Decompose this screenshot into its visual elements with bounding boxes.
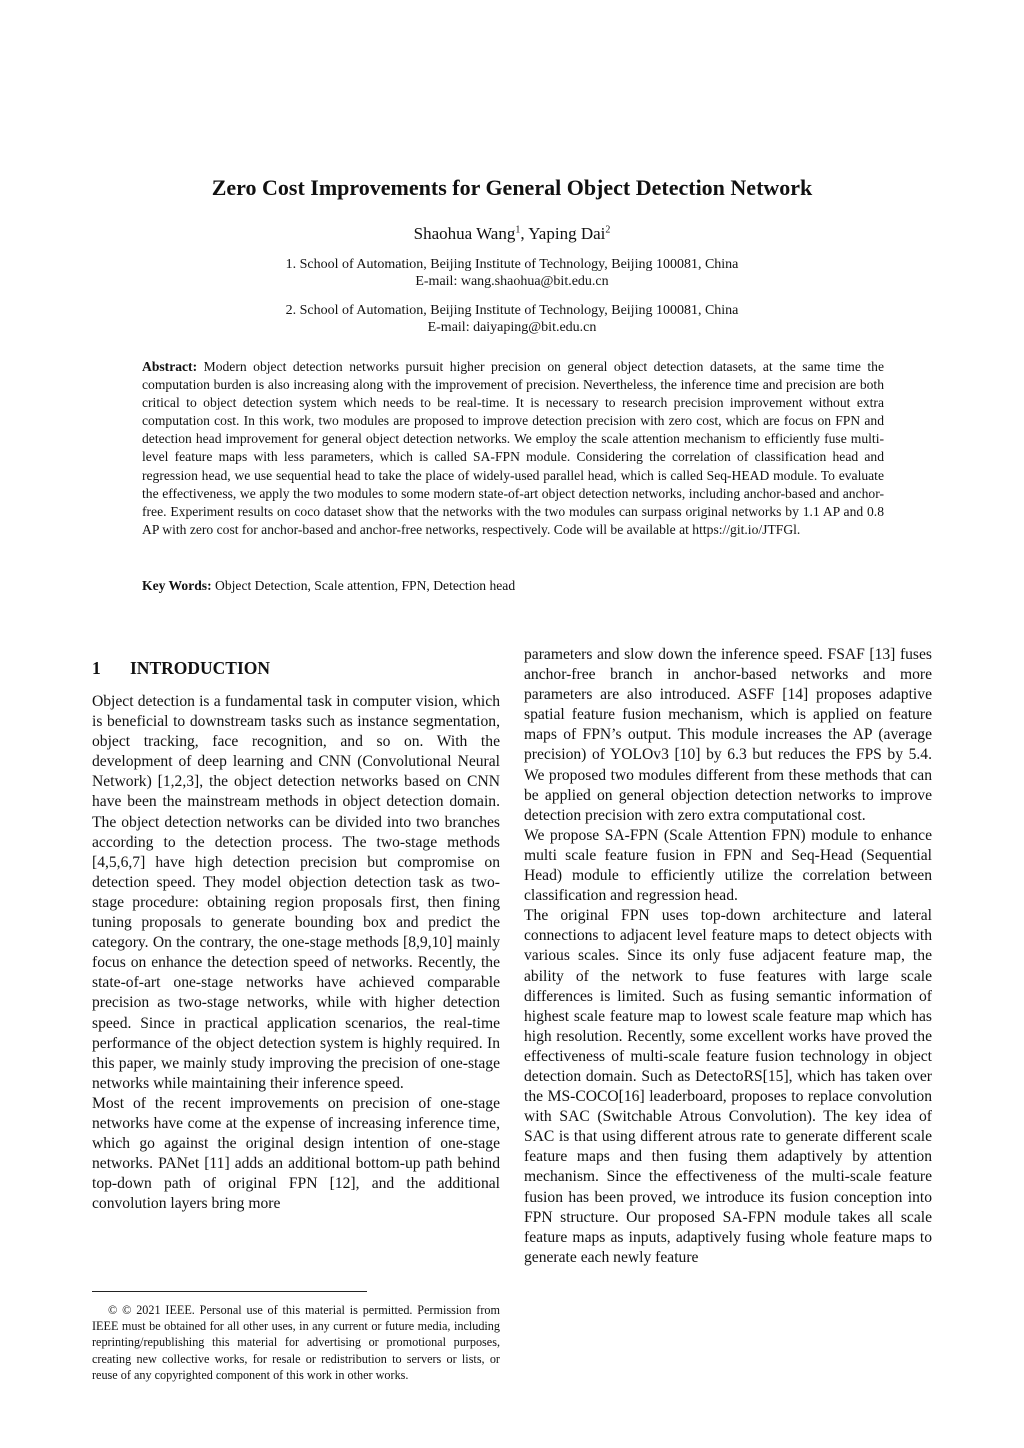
- keywords-label: Key Words:: [142, 578, 212, 593]
- section-number: 1: [92, 658, 101, 678]
- abstract-text: Modern object detection networks pursuit higher precision on general object detection datasets, at the same time the computation burden is also increasing along with the improvement of precision. Nevertheless, the inference time and precision are both critical to object detection system which needs to be real-time. It is necessary to research precision improvement without extra computation cost. In this work, two modules are proposed to improve detection precision with zero cost, which are focus on FPN and detection head improvement for general object detection networks. We employ the scale attention mechanism to efficiently fuse multi-level feature maps with less parameters, which is called SA-FPN module. Considering the correlation of classification head and regression head, we use sequential head to take the place of widely-used parallel head, which is called Seq-HEAD module. To evaluate the effectiveness, we apply the two modules to some modern state-of-art object detection networks, including anchor-based and anchor-free. Experiment results on coco dataset show that the networks with the two modules can surpass original networks by 1.1 AP and 0.8 AP with zero cost for anchor-based and anchor-free networks, respectively. Code will be available at https://git.io/JTFGl.: [142, 359, 884, 537]
- right-column: [524, 645, 932, 1268]
- abstract-label: Abstract:: [142, 359, 198, 374]
- affiliation-marker: 2: [605, 224, 611, 236]
- abstract: [142, 358, 884, 539]
- body-paragraph: parameters and slow down the inference speed. FSAF [13] fuses anchor-free branch in anchor-based networks and more parameters are also introduced. ASFF [14] proposes adaptive spatial feature fusion mechanism, which is applied on feature maps of FPN’s output. This module increases the AP (average precision) of YOLOv3 [10] by 6.3 but reduces the FPS by 5.4. We proposed two modules different from these methods that can be applied on general objection detection networks to improve detection precision with zero extra computational cost.: [524, 646, 932, 824]
- footnote-divider: [92, 1291, 367, 1292]
- author-name: Yaping Dai: [528, 224, 606, 243]
- body-paragraph: Object detection is a fundamental task in computer vision, which is beneficial to downstream tasks such as instance segmentation, object tracking, face recognition, and so on. With the development of deep learning and CNN (Convolutional Neural Network) [1,2,3], the object detection networks based on CNN have been the mainstream methods in object detection domain. The object detection networks can be divided into two branches according to the detection process. The two-stage methods [4,5,6,7] have high detection precision but compromise on detection speed. They model objection detection task as two-stage procedure: obtaining region proposals first, then fining tuning proposals to generate bounding box and predict the category. On the contrary, the one-stage methods [8,9,10] mainly focus on enhance the detection speed of networks. Recently, the state-of-art one-stage networks have achieved comparable precision as two-stage networks, while with higher detection speed. Since in practical application scenarios, the real-time performance of the object detection system is highly required. In this paper, we mainly study improving the precision of one-stage networks while maintaining their inference speed.: [92, 693, 500, 1092]
- affiliation-email: E-mail: daiyaping@bit.edu.cn: [427, 320, 597, 335]
- keywords: [142, 578, 884, 594]
- body-paragraph: We propose SA-FPN (Scale Attention FPN) module to enhance multi scale feature fusion in FPN and Seq-Head (Sequential Head) module to efficiently utilize the correlation between classification and regression head.: [524, 826, 932, 905]
- body-paragraph: The original FPN uses top-down architecture and lateral connections to adjacent level feature maps to detect objects with various scales. Since its only fuse adjacent feature map, the ability of the network to fuse features with large scale differences is limited. Such as fusing semantic information of highest scale feature map to lowest scale feature map which has high resolution. Recently, some excellent works have proved the effectiveness of multi-scale feature fusion technology in object detection domain. Such as DetectoRS[15], which has taken over the MS-COCO[16] leaderboard, proposes to replace convolution with SAC (Switchable Atrous Convolution). The key idea of SAC is that using different atrous rate to generate different scale feature maps and then fusing them adaptively by attention mechanism. Since the effectiveness of the multi-scale feature fusion has been proved, we introduce its fusion conception into FPN structure. Our proposed SA-FPN module takes all scale feature maps as inputs, adaptively fusing whole feature maps to generate each newly feature: [524, 907, 932, 1266]
- author-separator: ,: [520, 224, 529, 243]
- affiliation-marker: 1: [515, 224, 521, 236]
- body-paragraph: Most of the recent improvements on precision of one-stage networks have come at the expense of increasing inference time, which go against the original design intention of one-stage networks. PANet [11] adds an additional bottom-up path behind top-down path of original FPN [12], and the additional convolution layers bring more: [92, 1094, 500, 1213]
- author-name: Shaohua Wang: [413, 224, 516, 243]
- affiliation-line: 2. School of Automation, Beijing Institute of Technology, Beijing 100081, China: [285, 303, 739, 318]
- left-column: [92, 692, 500, 1214]
- keywords-text: Object Detection, Scale attention, FPN, Detection head: [215, 578, 516, 593]
- affiliation-line: 1. School of Automation, Beijing Institute of Technology, Beijing 100081, China: [285, 257, 739, 272]
- section-title: INTRODUCTION: [130, 658, 271, 678]
- affiliation-2: [0, 302, 1024, 336]
- author-list: [0, 224, 1024, 244]
- affiliation-1: [0, 256, 1024, 290]
- copyright-footnote: [92, 1302, 500, 1383]
- footnote-text: © © 2021 IEEE. Personal use of this material is permitted. Permission from IEEE must be obtained for all other uses, in any current or future media, including reprinting/republishing this material for advertising or promotional purposes, creating new collective works, for resale or redistribution to servers or lists, or reuse of any copyrighted component of this work in other works.: [92, 1303, 500, 1382]
- affiliation-email: E-mail: wang.shaohua@bit.edu.cn: [415, 274, 609, 289]
- paper-title: Zero Cost Improvements for General Object Detection Network: [211, 175, 813, 200]
- section-heading: [92, 658, 270, 679]
